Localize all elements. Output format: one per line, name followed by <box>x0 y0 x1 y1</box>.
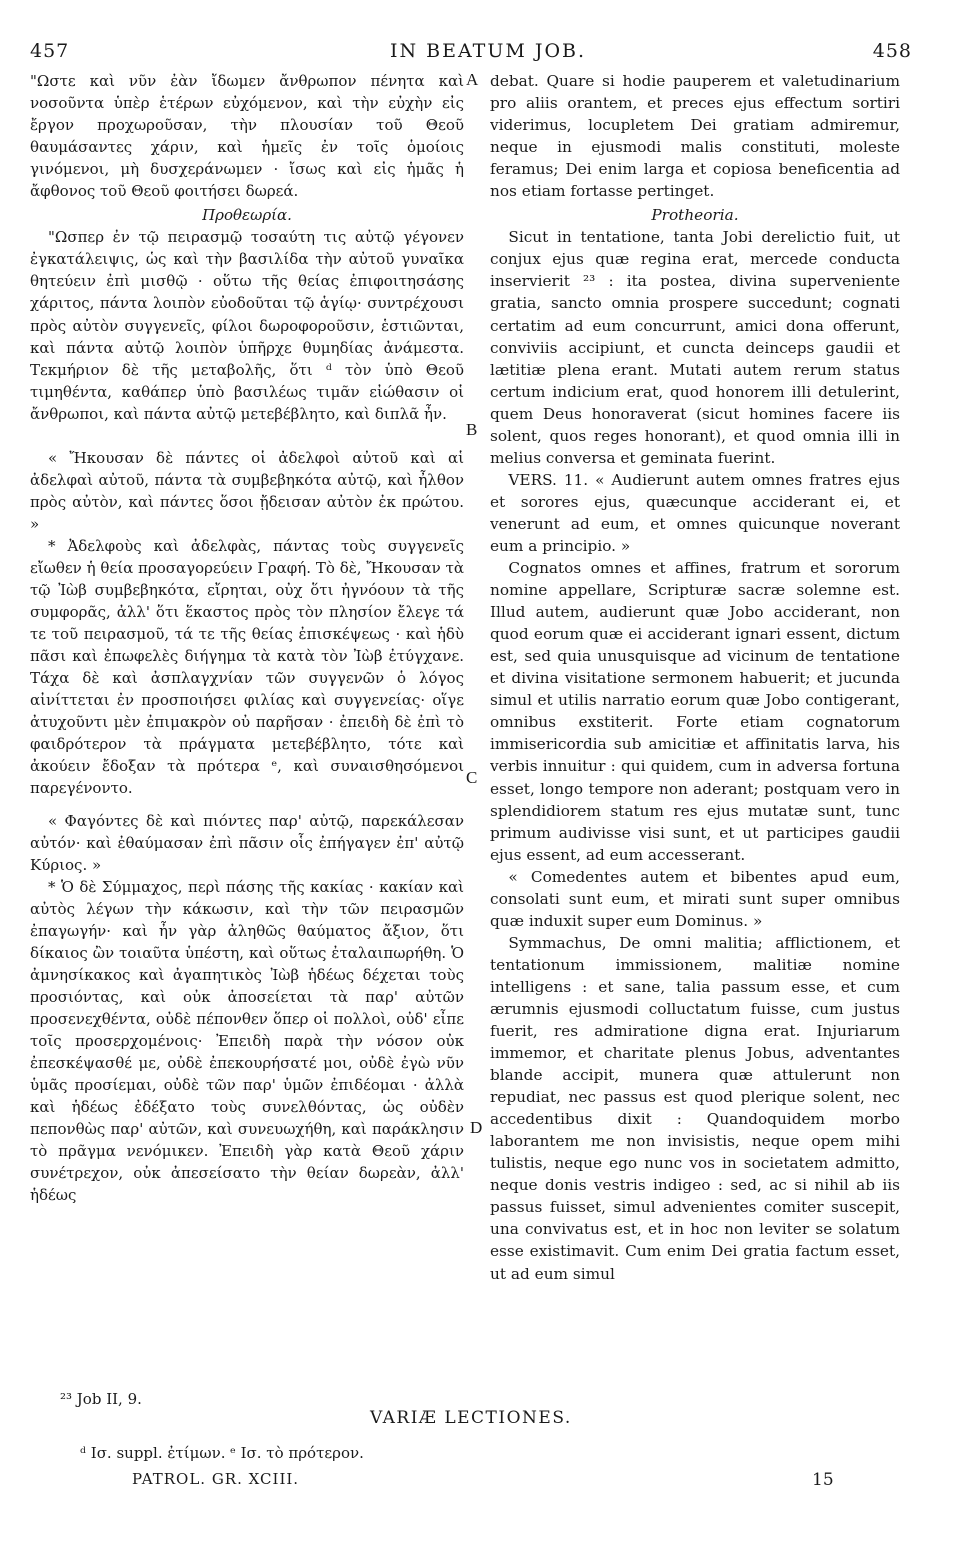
latin-paragraph-4: Cognatos omnes et affines, fratrum et sororum nomine appellare, Scripturæ sacræ solemne est. Illud autem, audierunt quæ Jobo acciderant, non quod eorum quæ ei acciderant ignari essent, dictum est, sed quia unusquisque ad vicinum de tentatione et divina visitatione sermonem habuerit; et jucunda simul et utilis narratio eorum quæ Jobo contigerant, omnibus exstiterit. Forte etiam cognatorum immisericordia sub amicitiæ et affinitatis larva, his verbis innuitur : qui quidem, cum in adversa fortuna esset, longo tempore non aderant; postquam vero in splendidiorem statum res ejus mutatæ sunt, tunc primum audivisse visi sunt, et ut participes gaudii ejus essent, ad eum accesserant. <box>490 559 900 864</box>
latin-heading: Protheoria. <box>651 206 739 225</box>
variant-reading-e: ᵉ Ισ. τὸ πρότερον. <box>230 1444 364 1462</box>
latin-paragraph-2: Sicut in tentatione, tanta Jobi derelictio fuit, ut conjux ejus quæ regina erat, mercede conducta inservierit ²³ : ita postea, divina superveniente gratia, sancto omnia prospere succedunt; cognati certatim ad eum concurrunt, amici dona offerunt, conviviis accipiunt, et cuncta deinceps gaudii et lætitiæ plena erant. Mutati autem rerum status certum indicium erat, quod honorem illi detulerint, quem Deus honoraverat (sicut homines facere iis solent, quos reges honorant), et quod omnia illi in melius conversa et geminata fuerint. <box>490 228 900 467</box>
running-header <box>30 40 912 68</box>
greek-paragraph-3: « Ἤκουσαν δὲ πάντες οἱ ἀδελφοὶ αὐτοῦ καὶ αἱ ἀδελφαὶ αὐτοῦ, πάντα τὰ συμβεβηκότα αὐτῷ, καὶ ἦλθον πρὸς αὐτὸν, καὶ πάντες ὅσοι ᾔδεισαν αὐτὸν ἐκ πρώτου. » <box>30 448 464 533</box>
margin-letter-b: B <box>466 420 478 439</box>
greek-column <box>30 70 464 1380</box>
footnote: ²³ Job II, 9. <box>60 1390 142 1408</box>
variae-lectiones-heading: VARIÆ LECTIONES. <box>370 1408 572 1428</box>
sheet-number: 15 <box>812 1470 834 1490</box>
margin-letter-a: A <box>466 70 479 89</box>
margin-letter-d: D <box>470 1118 483 1137</box>
latin-paragraph-5: « Comedentes autem et bibentes apud eum, consolati sunt eum, et mirati sunt super omnibus quæ induxit super eum Dominus. » <box>490 867 900 930</box>
greek-paragraph-2: "Ωσπερ ἐν τῷ πειρασμῷ τοσαύτη τις αὐτῷ γέγονεν ἐγκατάλειψις, ὡς καὶ τὴν βασιλίδα τὴν αὐτοῦ γυναῖκα θητεύειν ἐπὶ μισθῷ · οὕτω τῆς θείας ἐπιφοιτησάσης χάριτος, πάντα λοιπὸν εὐοδοῦται τῷ ἁγίῳ· συντρέχουσι πρὸς αὐτὸν συγγενεῖς, φίλοι δωροφοροῦσιν, ἑστιῶνται, καὶ πάντα αὐτῷ λοιπὸν ὑπῆρχε θυμηδίας ἀνάμεστα. Τεκμήριον δὲ τῆς μεταβολῆς, ὅτι ᵈ τὸν ὑπὸ Θεοῦ τιμηθέντα, καθάπερ ὑπὸ βασιλέως τιμᾶν εἰώθασιν οἱ ἄνθρωποι, καὶ πάντα αὐτῷ μετεβέβλητο, καὶ διπλᾶ ἦν. <box>30 228 464 423</box>
greek-paragraph-6: * Ὁ δὲ Σύμμαχος, περὶ πάσης τῆς κακίας · κακίαν καὶ αὐτὸς λέγων τὴν κάκωσιν, καὶ τὴν τῶν πειρασμῶν ἐπαγωγήν· καὶ ἦν γὰρ ἀληθῶς θαύματος ἄξιον, ὅτι δίκαιος ὢν τοιαῦτα ὑπέστη, καὶ οὕτως ἐταλαιπωρήθη. Ὁ ἀμνησίκακος καὶ ἀγαπητικὸς Ἰὼβ ἡδέως δέχεται τοὺς προσιόντας, καὶ οὐκ ἀποσείεται τὰ παρ' αὐτῶν προσενεχθέντα, οὐδὲ πέπονθεν ὅπερ οἱ πολλοὶ, οὐδ' εἶπε τοῖς προσερχομένοις· Ἐπειδὴ παρὰ τὴν νόσον οὐκ ἐπεσκέψασθέ με, οὐδὲ ἐπεκουρήσατέ μοι, οὐδὲ ἐγὼ νῦν ὑμᾶς προσίεμαι, οὐδὲ τῶν παρ' ὑμῶν ἐπιδέομαι · ἀλλὰ καὶ ἡδέως ἐδέξατο τοὺς συνελθόντας, ὡς οὐδὲν πεπονθὼς παρ' αὐτῶν, καὶ συνευωχήθη, καὶ παράκλησιν τὸ πρᾶγμα νενόμικεν. Ἐπειδὴ γὰρ κατὰ Θεοῦ χάριν συνέτρεχον, οὐκ ἀπεσείσατο τὴν θείαν δωρεὰν, ἀλλ' ἡδέως <box>30 877 464 1205</box>
patrologia-signature: PATROL. GR. XCIII. <box>132 1470 300 1488</box>
latin-verse-text: « Audierunt autem omnes fratres ejus et sorores ejus, quæcunque acciderant ei, et venerunt ad eum, et omnes quicunque noverant eum a principio. » <box>490 470 900 555</box>
latin-paragraph-6: Symmachus, De omni malitia; afflictionem, et tentationum immissionem, malitiæ nomine intelligens : et sane, talia passum esse, et cum ærumnis ejusmodi colluctatum fuisse, cum justus fuerit, res admiratione digna erat. Injuriarum immemor, et charitate plenus Jobus, adventantes blande accipit, munera quæ attulerunt non repudiat, nec passus est quod plerique solent, nec accedentibus dixit : Quandoquidem morbo laborantem me non invisistis, neque opem mihi tulistis, neque ego nunc vos in societatem admitto, neque donis vestris indigeo : sed, ac si nihil ab iis passus fuisset, simul advenientes comiter suscepit, una convivatus est, et in hoc non leviter se solatum esse existimavit. Cum enim Dei gratia factum esset, ut ad eum simul <box>490 933 900 1283</box>
variant-reading-d: ᵈ Ισ. suppl. ἐτίμων. <box>80 1444 226 1462</box>
latin-column <box>490 70 900 1380</box>
greek-paragraph-5: « Φαγόντες δὲ καὶ πιόντες παρ' αὐτῷ, παρεκάλεσαν αὐτόν· καὶ ἐθαύμασαν ἐπὶ πᾶσιν οἷς ἐπήγαγεν ἐπ' αὐτῷ Κύριος. » <box>30 811 464 874</box>
greek-heading: Προθεωρία. <box>202 206 292 225</box>
latin-paragraph-1: debat. Quare si hodie pauperem et valetudinarium pro aliis orantem, et preces ejus effectum sortiri viderimus, locupletem Dei gratiam admiremur, neque in ejusmodi malis constituti, moleste feramus; Dei enim larga et copiosa beneficentia ad nos etiam fortasse pertinget. <box>490 72 900 201</box>
page-number-left: 457 <box>30 40 70 62</box>
verse-label: VERS. 11. <box>508 470 589 489</box>
margin-letter-c: C <box>466 768 478 787</box>
page-number-right: 458 <box>872 40 912 62</box>
greek-paragraph-1: "Ωστε καὶ νῦν ἐὰν ἴδωμεν ἄνθρωπον πένητα καὶ νοσοῦντα ὑπὲρ ἑτέρων εὐχόμενον, καὶ τὴν εὐχὴν εἰς ἔργον προχωροῦσαν, τὴν πλουσίαν τοῦ Θεοῦ θαυμάσαντες χάριν, καὶ ἡμεῖς ἐν τοῖς ὁμοίοις γινόμενοι, μὴ δυσχεράνωμεν · ἴσως καὶ εἰς ἡμᾶς ἡ ἄφθονος τοῦ Θεοῦ φοιτήσει δωρεά. <box>30 72 464 201</box>
running-title: IN BEATUM JOB. <box>390 40 587 62</box>
latin-paragraph-3 <box>490 469 900 557</box>
greek-paragraph-4: * Ἀδελφοὺς καὶ ἀδελφὰς, πάντας τοὺς συγγενεῖς εἴωθεν ἡ θεία προσαγορεύειν Γραφή. Τὸ δὲ, Ἤκουσαν τὰ τῷ Ἰὼβ συμβεβηκότα, εἴρηται, οὐχ ὅτι ἠγνόουν τὰ τῆς συμφορᾶς, ἀλλ' ὅτι ἕκαστος πρὸς τὸν πλησίον ἔλεγε τά τε τοῦ πειρασμοῦ, τά τε τῆς θείας ἐπισκέψεως · καὶ ἡδὺ πᾶσι καὶ ἐπωφελὲς διήγημα τὰ κατὰ τὸν Ἰὼβ ἐτύγχανε. Τάχα δὲ καὶ ἀσπλαγχνίαν τῶν συγγενῶν ὁ λόγος αἰνίττεται ἐν προσποιήσει φιλίας καὶ συγγενείας· οἵγε ἀτυχοῦντι μὲν ἐπιμακρὸν οὐ παρῆσαν · ἐπειδὴ δὲ ἐπὶ τὸ φαιδρότερον τὰ πράγματα μετεβέβλητο, τότε καὶ ἀκούειν ἔδοξαν τὰ πρότερα ᵉ, καὶ συναισθησόμενοι παρεγένοντο. <box>30 536 464 798</box>
